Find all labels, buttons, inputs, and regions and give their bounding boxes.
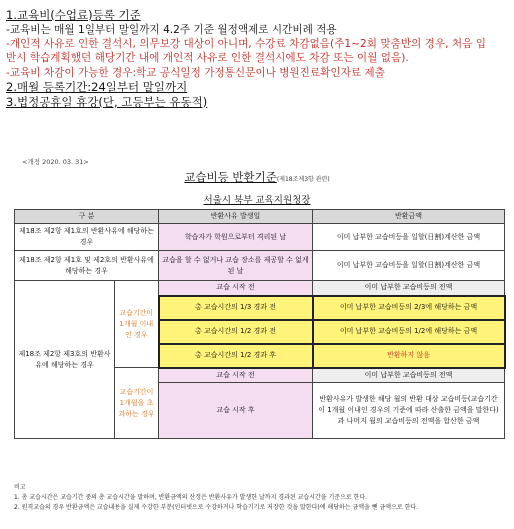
under-amount-2: 이미 납부한 교습비등의 2/3에 해당하는 금액: [313, 296, 505, 320]
note-1: 1. 총 교습시간은 교습기간 중의 총 교습시간을 말하며, 반환금액의 산정은 반환사유가 발생한 날까지 경과된 교습시간을 기준으로 한다.: [14, 494, 368, 501]
note-2: 2. 원격교습의 경우 반환금액은 교습내용을 실제 수강한 부분(인터넷으로 수강하거나 학습기기로 저장한 것을 말한다)에 해당하는 금액을 뺀 금액으로 한다.: [14, 504, 419, 511]
under-date-3: 총 교습시간의 1/2 경과 전: [159, 320, 313, 344]
table-row: [15, 224, 505, 251]
over-month-label: 교습기간이 1개월을 초과하는 경우: [115, 368, 159, 439]
over-amount-1: 이미 납부한 교습비등의 전액: [313, 368, 505, 383]
issuing-office: 서울시 북부 교육지원청장: [203, 195, 311, 206]
over-amount-2: 반환사유가 발생한 해당 월의 반환 대상 교습비등(교습기간이 1개월 이내인 경우의 기준에 따라 산출한 금액을 말한다)과 나머지 월의 교습비등의 전액을 합산한 금액: [313, 383, 505, 439]
policy-line-6: 2.매월 등록기간:24일부터 말일까지: [6, 80, 188, 95]
under-month-label: 교습기간이 1개월 이내인 경우: [115, 281, 159, 368]
row2-amount: 이미 납부한 교습비등을 일할(日割)계산한 금액: [313, 251, 505, 281]
header-amount: 반환금액: [313, 210, 505, 224]
group-category: 제18조 제2항 제3호의 반환사유에 해당하는 경우: [15, 281, 115, 439]
table-row: [15, 251, 505, 281]
row2-category: 제18조 제2항 제1호 및 제2호의 반환사유에 해당하는 경우: [15, 251, 159, 281]
header-date: 반환사유 발생일: [159, 210, 313, 224]
header-category: 구 분: [15, 210, 159, 224]
revision-date: <개정 2020. 03. 31>: [22, 158, 89, 166]
under-amount-4: 반환하지 않음: [313, 344, 505, 368]
row1-amount: 이미 납부한 교습비등을 일할(日割)계산한 금액: [313, 224, 505, 251]
policy-line-2: -교육비는 매월 1일부터 말일까지 4.2주 기준 월정액제로 시간비례 적용: [6, 23, 337, 36]
policy-line-3: -개인적 사유로 인한 결석시, 의무보강 대상이 아니며, 수강료 차감없음(주1~2회 맞춤반의 경우, 처음 입: [6, 38, 486, 50]
policy-header: [6, 8, 510, 109]
under-amount-1: 이미 납부한 교습비등의 전액: [313, 281, 505, 296]
policy-line-5: -교육비 차감이 가능한 경우:학교 공식일정 가정통신문이나 병원진료확인자료 제출: [6, 66, 385, 79]
policy-line-4: 반시 학습계획했던 해당기간 내에 개인적 사유로 인한 결석시에도 차감 또는 이월 없음).: [6, 52, 409, 65]
row2-date: 교습을 할 수 없거나 교습 장소를 제공할 수 없게 된 날: [159, 251, 313, 281]
doc-title: [0, 169, 514, 185]
table-header-row: [15, 210, 505, 224]
notes: [14, 483, 418, 513]
under-amount-3: 이미 납부한 교습비등의 1/2에 해당하는 금액: [313, 320, 505, 344]
over-date-2: 교습 시작 후: [159, 383, 313, 439]
under-date-2: 총 교습시간의 1/3 경과 전: [159, 296, 313, 320]
doc-title-main: 교습비등 반환기준: [184, 170, 277, 184]
row1-date: 학습자가 학원으로부터 격리된 날: [159, 224, 313, 251]
notes-label: 비고: [14, 484, 26, 491]
over-date-1: 교습 시작 전: [159, 368, 313, 383]
row1-category: 제18조 제2항 제1호의 반환사유에 해당하는 경우: [15, 224, 159, 251]
doc-title-sub: (제18조제3항 관련): [276, 176, 330, 183]
under-date-4: 총 교습시간의 1/2 경과 후: [159, 344, 313, 368]
table-row: [15, 281, 505, 296]
under-date-1: 교습 시작 전: [159, 281, 313, 296]
policy-line-1: 1.교육비(수업료)등록 기준: [6, 8, 141, 22]
refund-table: [14, 209, 506, 439]
policy-line-7: 3.법정공휴일 휴강(단, 고등부는 유동적): [6, 94, 208, 109]
